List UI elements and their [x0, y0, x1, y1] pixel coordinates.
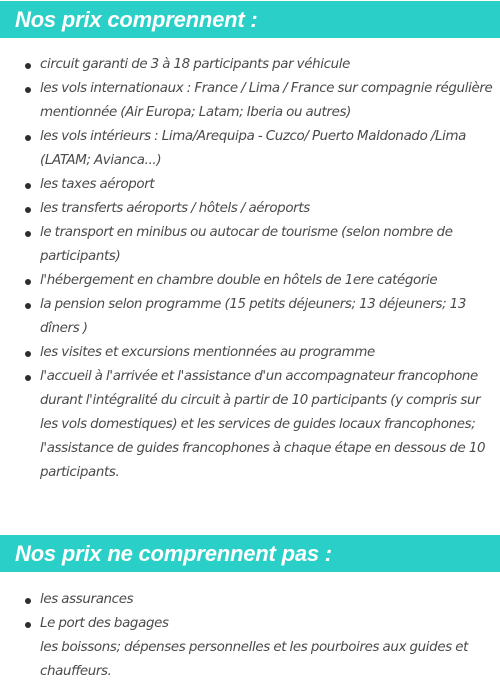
list-item-text: les vols internationaux : France / Lima / France sur compagnie régulière mentionnée (Air Europa; Latam; Iberia ou autres) — [40, 81, 493, 120]
list-item-text: le transport en minibus ou autocar de tourisme (selon nombre de participants) — [40, 225, 453, 264]
list-item-text: circuit garanti de 3 à 18 participants par véhicule — [40, 57, 351, 72]
included-section-title: Nos prix comprennent : — [0, 1, 500, 38]
list-item-text: les boissons; dépenses personnelles et les pourboires aux guides et chauffeurs. — [40, 640, 469, 679]
list-item — [0, 53, 500, 77]
list-item-text: Le port des bagages — [40, 616, 169, 631]
bullet-icon — [25, 87, 31, 93]
bullet-icon — [25, 598, 31, 604]
list-item — [0, 588, 500, 612]
list-item-text: les taxes aéroport — [40, 177, 155, 192]
bullet-icon — [25, 63, 31, 69]
bullet-icon — [25, 375, 31, 381]
list-item — [0, 197, 500, 221]
list-item — [0, 173, 500, 197]
list-item — [0, 365, 500, 485]
list-item-text: l'hébergement en chambre double en hôtels de 1ere catégorie — [40, 273, 438, 288]
list-item — [0, 221, 500, 269]
list-item-text: les transferts aéroports / hôtels / aéroports — [40, 201, 310, 216]
bullet-icon — [25, 135, 31, 141]
list-item — [0, 77, 500, 125]
list-item-text: l'accueil à l'arrivée et l'assistance d'un accompagnateur francophone durant l'intégralité du circuit à partir de 10 participants (y compris sur les vols domestiques) et les services de guides locaux francophones; l'assistance de guides francophones à chaque étape en dessous de 10 participants. — [40, 369, 486, 480]
list-item-text: la pension selon programme (15 petits déjeuners; 13 déjeuners; 13 dîners ) — [40, 297, 467, 336]
list-item — [0, 612, 500, 636]
bullet-icon — [25, 351, 31, 357]
list-item — [0, 341, 500, 365]
list-item-text: les vols intérieurs : Lima/Arequipa - Cuzco/ Puerto Maldonado /Lima (LATAM; Avianca...) — [40, 129, 467, 168]
list-item — [0, 293, 500, 341]
bullet-icon — [25, 279, 31, 285]
excluded-section-title: Nos prix ne comprennent pas : — [0, 535, 500, 572]
list-item-continuation — [0, 636, 500, 684]
bullet-icon — [25, 183, 31, 189]
list-item — [0, 125, 500, 173]
bullet-icon — [25, 231, 31, 237]
bullet-icon — [25, 622, 31, 628]
list-item-text: les assurances — [40, 592, 134, 607]
included-list — [0, 53, 500, 485]
list-item-text: les visites et excursions mentionnées au programme — [40, 345, 375, 360]
list-item — [0, 269, 500, 293]
bullet-icon — [25, 207, 31, 213]
bullet-icon — [25, 303, 31, 309]
excluded-list — [0, 588, 500, 684]
